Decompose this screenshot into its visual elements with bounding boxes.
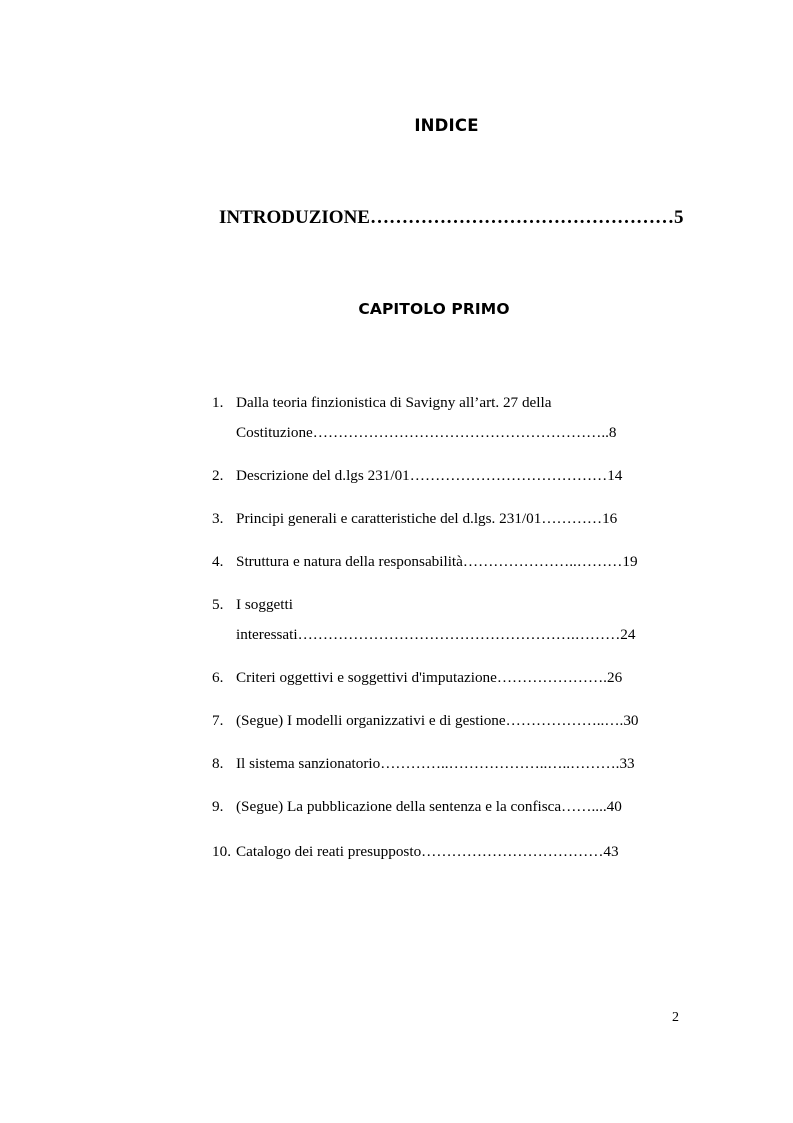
toc-item-text: Descrizione del d.lgs 231/01…………………………………14: [236, 467, 623, 484]
page-title: INDICE: [414, 116, 479, 135]
toc-item-5: [212, 590, 636, 650]
toc-item-2: [212, 461, 622, 491]
toc-item-6: [212, 663, 622, 693]
toc-item-number: 5.: [212, 596, 224, 613]
toc-item-text: Dalla teoria finzionistica di Savigny all’art. 27 della: [236, 394, 552, 411]
toc-item-3: [212, 504, 617, 534]
toc-item-text-continued: Costituzione…………………………………………………..8: [236, 424, 617, 441]
toc-item-number: 9.: [212, 798, 224, 815]
toc-item-number: 4.: [212, 553, 224, 570]
toc-item-1: [212, 388, 617, 448]
toc-item-text: Principi generali e caratteristiche del d.lgs. 231/01…………16: [236, 510, 618, 527]
page-number: 2: [672, 1010, 679, 1025]
toc-item-text: Il sistema sanzionatorio…………..………………..…..……….33: [236, 755, 635, 772]
toc-item-text: Criteri oggettivi e soggettivi d'imputazione………………….26: [236, 669, 623, 686]
toc-item-number: 7.: [212, 712, 224, 729]
toc-item-number: 8.: [212, 755, 224, 772]
toc-item-text: Struttura e natura della responsabilità…………………..………19: [236, 553, 638, 570]
chapter-heading: CAPITOLO PRIMO: [358, 300, 510, 318]
toc-item-text: (Segue) La pubblicazione della sentenza e la confisca……....40: [236, 798, 622, 815]
toc-item-number: 3.: [212, 510, 224, 527]
toc-item-number: 6.: [212, 669, 224, 686]
toc-item-text: (Segue) I modelli organizzativi e di gestione………………..….30: [236, 712, 639, 729]
introduction-entry: INTRODUZIONE…………………………………………5: [219, 207, 684, 228]
toc-item-4: [212, 547, 638, 577]
toc-item-text: I soggetti: [236, 596, 293, 613]
toc-item-text-continued: interessati……………………………………………….………24: [236, 626, 636, 643]
toc-item-text: Catalogo dei reati presupposto………………………………43: [236, 843, 619, 860]
toc-item-number: 10.: [212, 843, 231, 860]
toc-item-10: [212, 837, 619, 867]
toc-item-number: 2.: [212, 467, 224, 484]
toc-item-7: [212, 706, 639, 736]
toc-item-9: [212, 792, 622, 822]
toc-item-number: 1.: [212, 394, 224, 411]
toc-item-8: [212, 749, 635, 779]
